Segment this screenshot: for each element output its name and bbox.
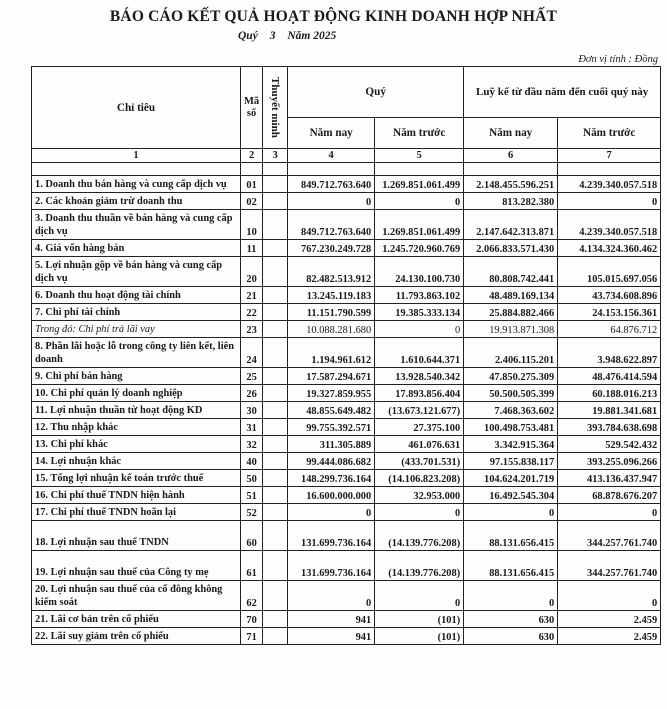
- currency-unit: Đơn vị tính : Đồng: [578, 54, 658, 65]
- ytd-this-year-value: 48.489.169.134: [464, 287, 558, 304]
- quarter-this-year-value: 131.699.736.164: [288, 521, 375, 551]
- row-note: [263, 487, 288, 504]
- quarter-last-year-value: 1.269.851.061.499: [375, 176, 464, 193]
- table-row: [32, 193, 661, 210]
- column-index: 4: [288, 149, 375, 163]
- quarter-this-year-value: 311.305.889: [288, 436, 375, 453]
- table-row: [32, 551, 661, 581]
- table-row: [32, 287, 661, 304]
- quarter-label: Quý: [238, 30, 258, 42]
- row-note: [263, 210, 288, 240]
- header-quarter-last-year: Năm trước: [375, 118, 464, 149]
- row-note: [263, 257, 288, 287]
- row-code: 30: [241, 402, 263, 419]
- ytd-this-year-value: 97.155.838.117: [464, 453, 558, 470]
- quarter-this-year-value: 1.194.961.612: [288, 338, 375, 368]
- row-note: [263, 453, 288, 470]
- ytd-this-year-value: 0: [464, 504, 558, 521]
- row-label: 8. Phần lãi hoặc lỗ trong công ty liên kết, liên doanh: [32, 338, 241, 368]
- ytd-last-year-value: 393.255.096.266: [558, 453, 661, 470]
- table-row: [32, 628, 661, 645]
- ytd-last-year-value: 43.734.608.896: [558, 287, 661, 304]
- header-ytd-this-year: Năm nay: [464, 118, 558, 149]
- ytd-this-year-value: 100.498.753.481: [464, 419, 558, 436]
- row-label: 1. Doanh thu bán hàng và cung cấp dịch vụ: [32, 176, 241, 193]
- row-note: [263, 176, 288, 193]
- header-ytd-last-year: Năm trước: [558, 118, 661, 149]
- row-code: 25: [241, 368, 263, 385]
- ytd-this-year-value: 88.131.656.415: [464, 551, 558, 581]
- ytd-last-year-value: 413.136.437.947: [558, 470, 661, 487]
- row-label: 3. Doanh thu thuần về bán hàng và cung cấp dịch vụ: [32, 210, 241, 240]
- quarter-last-year-value: (101): [375, 628, 464, 645]
- quarter-last-year-value: 0: [375, 321, 464, 338]
- row-code: 70: [241, 611, 263, 628]
- quarter-last-year-value: 19.385.333.134: [375, 304, 464, 321]
- quarter-this-year-value: 99.444.086.682: [288, 453, 375, 470]
- column-index: 6: [464, 149, 558, 163]
- ytd-this-year-value: 19.913.871.308: [464, 321, 558, 338]
- report-title: BÁO CÁO KẾT QUẢ HOẠT ĐỘNG KINH DOANH HỢP NHẤT: [109, 8, 558, 25]
- ytd-this-year-value: 813.282.380: [464, 193, 558, 210]
- row-note: [263, 402, 288, 419]
- quarter-this-year-value: 48.855.649.482: [288, 402, 375, 419]
- quarter-this-year-value: 17.587.294.671: [288, 368, 375, 385]
- quarter-last-year-value: (433.701.531): [375, 453, 464, 470]
- quarter-last-year-value: 0: [375, 504, 464, 521]
- row-code: 60: [241, 521, 263, 551]
- ytd-last-year-value: 19.881.341.681: [558, 402, 661, 419]
- header-indicator: Chỉ tiêu: [32, 67, 241, 149]
- row-note: [263, 470, 288, 487]
- ytd-last-year-value: 4.239.340.057.518: [558, 210, 661, 240]
- ytd-last-year-value: 24.153.156.361: [558, 304, 661, 321]
- income-statement-table: [31, 66, 661, 645]
- quarter-last-year-value: 1.610.644.371: [375, 338, 464, 368]
- quarter-this-year-value: 82.482.513.912: [288, 257, 375, 287]
- row-label: 9. Chi phí bán hàng: [32, 368, 241, 385]
- row-label: 4. Giá vốn hàng bán: [32, 240, 241, 257]
- quarter-last-year-value: (14.106.823.208): [375, 470, 464, 487]
- row-label: 22. Lãi suy giảm trên cổ phiếu: [32, 628, 241, 645]
- table-row: [32, 521, 661, 551]
- row-code: 62: [241, 581, 263, 611]
- quarter-last-year-value: 0: [375, 581, 464, 611]
- quarter-last-year-value: 0: [375, 193, 464, 210]
- row-label: 21. Lãi cơ bản trên cổ phiếu: [32, 611, 241, 628]
- quarter-this-year-value: 10.088.281.680: [288, 321, 375, 338]
- row-code: 71: [241, 628, 263, 645]
- quarter-last-year-value: 13.928.540.342: [375, 368, 464, 385]
- table-row: [32, 210, 661, 240]
- quarter-this-year-value: 19.327.859.955: [288, 385, 375, 402]
- row-note: [263, 581, 288, 611]
- quarter-this-year-value: 13.245.119.183: [288, 287, 375, 304]
- table-row: [32, 581, 661, 611]
- column-index: 7: [558, 149, 661, 163]
- row-label: 12. Thu nhập khác: [32, 419, 241, 436]
- ytd-this-year-value: 2.066.833.571.430: [464, 240, 558, 257]
- row-label: 19. Lợi nhuận sau thuế của Công ty mẹ: [32, 551, 241, 581]
- column-index: 3: [263, 149, 288, 163]
- row-label: Trong đó: Chi phí trả lãi vay: [32, 321, 241, 338]
- ytd-last-year-value: 68.878.676.207: [558, 487, 661, 504]
- quarter-this-year-value: 767.230.249.728: [288, 240, 375, 257]
- ytd-this-year-value: 630: [464, 628, 558, 645]
- quarter-this-year-value: 0: [288, 504, 375, 521]
- row-note: [263, 628, 288, 645]
- quarter-last-year-value: (13.673.121.677): [375, 402, 464, 419]
- ytd-last-year-value: 4.239.340.057.518: [558, 176, 661, 193]
- report-period: [238, 30, 345, 42]
- ytd-last-year-value: 344.257.761.740: [558, 551, 661, 581]
- row-note: [263, 611, 288, 628]
- row-code: 51: [241, 487, 263, 504]
- row-label: 6. Doanh thu hoạt động tài chính: [32, 287, 241, 304]
- table-row: [32, 257, 661, 287]
- ytd-last-year-value: 2.459: [558, 611, 661, 628]
- row-label: 20. Lợi nhuận sau thuế của cổ đông không kiểm soát: [32, 581, 241, 611]
- ytd-this-year-value: 80.808.742.441: [464, 257, 558, 287]
- row-label: 7. Chi phí tài chính: [32, 304, 241, 321]
- row-code: 52: [241, 504, 263, 521]
- ytd-last-year-value: 0: [558, 504, 661, 521]
- ytd-this-year-value: 7.468.363.602: [464, 402, 558, 419]
- header-code: Mã số: [241, 67, 263, 149]
- table-row: [32, 419, 661, 436]
- row-note: [263, 419, 288, 436]
- row-label: 10. Chi phí quản lý doanh nghiệp: [32, 385, 241, 402]
- column-index: 5: [375, 149, 464, 163]
- row-code: 10: [241, 210, 263, 240]
- ytd-last-year-value: 344.257.761.740: [558, 521, 661, 551]
- header-quarter-this-year: Năm nay: [288, 118, 375, 149]
- row-note: [263, 385, 288, 402]
- row-label: 2. Các khoản giảm trừ doanh thu: [32, 193, 241, 210]
- ytd-this-year-value: 104.624.201.719: [464, 470, 558, 487]
- row-note: [263, 338, 288, 368]
- ytd-this-year-value: 630: [464, 611, 558, 628]
- year-label: Năm 2025: [287, 30, 337, 42]
- quarter-last-year-value: (14.139.776.208): [375, 551, 464, 581]
- table-row: [32, 436, 661, 453]
- table-row: [32, 487, 661, 504]
- column-index: 1: [32, 149, 241, 163]
- row-code: 31: [241, 419, 263, 436]
- row-label: 11. Lợi nhuận thuần từ hoạt động KD: [32, 402, 241, 419]
- table-row: [32, 504, 661, 521]
- row-label: 13. Chi phí khác: [32, 436, 241, 453]
- row-code: 32: [241, 436, 263, 453]
- row-note: [263, 436, 288, 453]
- row-note: [263, 240, 288, 257]
- row-note: [263, 551, 288, 581]
- ytd-this-year-value: 3.342.915.364: [464, 436, 558, 453]
- row-code: 01: [241, 176, 263, 193]
- quarter-last-year-value: 11.793.863.102: [375, 287, 464, 304]
- row-code: 22: [241, 304, 263, 321]
- quarter-number: 3: [269, 30, 276, 42]
- ytd-last-year-value: 105.015.697.056: [558, 257, 661, 287]
- row-note: [263, 368, 288, 385]
- row-note: [263, 287, 288, 304]
- quarter-last-year-value: 32.953.000: [375, 487, 464, 504]
- quarter-last-year-value: 27.375.100: [375, 419, 464, 436]
- row-code: 40: [241, 453, 263, 470]
- ytd-this-year-value: 47.850.275.309: [464, 368, 558, 385]
- row-note: [263, 193, 288, 210]
- table-row: [32, 368, 661, 385]
- row-code: 20: [241, 257, 263, 287]
- row-label: 17. Chi phí thuế TNDN hoãn lại: [32, 504, 241, 521]
- row-code: 26: [241, 385, 263, 402]
- quarter-last-year-value: 1.269.851.061.499: [375, 210, 464, 240]
- ytd-last-year-value: 0: [558, 193, 661, 210]
- ytd-this-year-value: 0: [464, 581, 558, 611]
- ytd-last-year-value: 60.188.016.213: [558, 385, 661, 402]
- row-note: [263, 304, 288, 321]
- table-row: [32, 402, 661, 419]
- table-row: [32, 176, 661, 193]
- ytd-last-year-value: 3.948.622.897: [558, 338, 661, 368]
- ytd-this-year-value: 88.131.656.415: [464, 521, 558, 551]
- ytd-last-year-value: 393.784.638.698: [558, 419, 661, 436]
- ytd-this-year-value: 50.500.505.399: [464, 385, 558, 402]
- quarter-last-year-value: 17.893.856.404: [375, 385, 464, 402]
- table-row: [32, 453, 661, 470]
- ytd-last-year-value: 48.476.414.594: [558, 368, 661, 385]
- row-note: [263, 321, 288, 338]
- header-quarter: Quý: [288, 67, 464, 118]
- row-label: 18. Lợi nhuận sau thuế TNDN: [32, 521, 241, 551]
- row-code: 02: [241, 193, 263, 210]
- quarter-last-year-value: (14.139.776.208): [375, 521, 464, 551]
- ytd-last-year-value: 0: [558, 581, 661, 611]
- ytd-this-year-value: 2.147.642.313.871: [464, 210, 558, 240]
- ytd-this-year-value: 25.884.882.466: [464, 304, 558, 321]
- row-code: 61: [241, 551, 263, 581]
- quarter-this-year-value: 0: [288, 193, 375, 210]
- quarter-this-year-value: 131.699.736.164: [288, 551, 375, 581]
- ytd-last-year-value: 4.134.324.360.462: [558, 240, 661, 257]
- quarter-last-year-value: 24.130.100.730: [375, 257, 464, 287]
- row-label: 16. Chi phí thuế TNDN hiện hành: [32, 487, 241, 504]
- row-code: 50: [241, 470, 263, 487]
- row-code: 24: [241, 338, 263, 368]
- table-row: [32, 385, 661, 402]
- header-ytd: Luỹ kế từ đầu năm đến cuối quý này: [464, 67, 661, 118]
- row-code: 21: [241, 287, 263, 304]
- quarter-this-year-value: 941: [288, 611, 375, 628]
- row-code: 11: [241, 240, 263, 257]
- row-note: [263, 521, 288, 551]
- table-body: [32, 163, 661, 645]
- row-label: 5. Lợi nhuận gộp về bán hàng và cung cấp dịch vụ: [32, 257, 241, 287]
- ytd-last-year-value: 529.542.432: [558, 436, 661, 453]
- ytd-this-year-value: 2.148.455.596.251: [464, 176, 558, 193]
- ytd-last-year-value: 2.459: [558, 628, 661, 645]
- header-note: [263, 67, 288, 149]
- spacer-row: [32, 163, 661, 176]
- table-row: [32, 338, 661, 368]
- quarter-this-year-value: 941: [288, 628, 375, 645]
- table-row: [32, 304, 661, 321]
- quarter-last-year-value: 461.076.631: [375, 436, 464, 453]
- quarter-this-year-value: 16.600.000.000: [288, 487, 375, 504]
- table-row: [32, 240, 661, 257]
- quarter-this-year-value: 99.755.392.571: [288, 419, 375, 436]
- header-note-text: Thuyết minh: [269, 77, 282, 138]
- quarter-this-year-value: 11.151.790.599: [288, 304, 375, 321]
- quarter-this-year-value: 148.299.736.164: [288, 470, 375, 487]
- table-row: [32, 470, 661, 487]
- table-row: [32, 611, 661, 628]
- row-label: 15. Tổng lợi nhuận kế toán trước thuế: [32, 470, 241, 487]
- ytd-last-year-value: 64.876.712: [558, 321, 661, 338]
- quarter-this-year-value: 849.712.763.640: [288, 176, 375, 193]
- row-code: 23: [241, 321, 263, 338]
- ytd-this-year-value: 16.492.545.304: [464, 487, 558, 504]
- column-index: 2: [241, 149, 263, 163]
- table-row: [32, 321, 661, 338]
- ytd-this-year-value: 2.406.115.201: [464, 338, 558, 368]
- quarter-last-year-value: (101): [375, 611, 464, 628]
- quarter-this-year-value: 849.712.763.640: [288, 210, 375, 240]
- quarter-last-year-value: 1.245.720.960.769: [375, 240, 464, 257]
- row-note: [263, 504, 288, 521]
- row-label: 14. Lợi nhuận khác: [32, 453, 241, 470]
- quarter-this-year-value: 0: [288, 581, 375, 611]
